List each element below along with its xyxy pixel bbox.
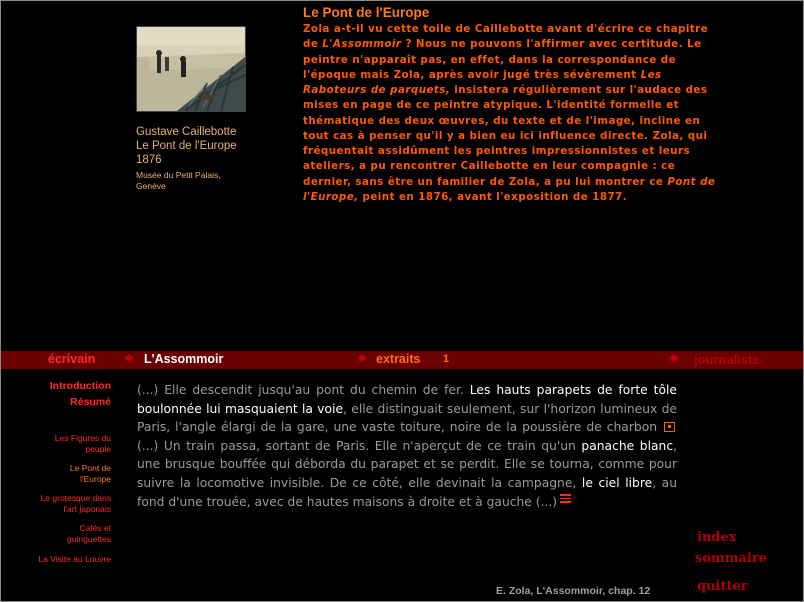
sidebar-item-figures[interactable]: [55, 433, 111, 455]
nav-journaliste[interactable]: journaliste: [694, 352, 760, 367]
painting-museum-line1: Musée du Petit Palais,: [136, 170, 221, 180]
excerpt-highlight[interactable]: le ciel libre: [581, 475, 653, 490]
commentary-title: Le Pont de l'Europe: [303, 5, 430, 20]
bullet-icon: [125, 354, 133, 362]
sidebar-item-label: peuple: [85, 444, 111, 454]
excerpt-part: (...) Elle descendit jusqu'au pont du chemin de fer.: [137, 383, 470, 397]
sidebar-item-label: Cafés et: [79, 523, 111, 533]
excerpt-part: , elle distinguait seulement, sur l'horizon lumineux de Paris, l'angle élargi de la gare, une vaste toiture, noire de la poussière de charbon: [137, 401, 677, 435]
menu-icon[interactable]: [560, 492, 571, 505]
sidebar-item-label: Les Figures du: [54, 433, 111, 443]
painting-title: Le Pont de l'Europe: [136, 140, 237, 152]
source-citation: E. Zola, L'Assommoir, chap. 12: [496, 585, 651, 597]
nav-quitter[interactable]: quitter: [697, 579, 748, 594]
nav-index[interactable]: index: [697, 530, 737, 545]
nav-assommoir[interactable]: L'Assommoir: [144, 352, 224, 366]
sidebar-item-grotesque[interactable]: [41, 493, 111, 515]
commentary-part: peint en 1876, avant l'exposition de 1877.: [358, 190, 628, 203]
commentary-italic: L'Assommoir: [322, 38, 402, 51]
sidebar-introduction[interactable]: Introduction: [49, 380, 111, 392]
commentary-italic: Les Raboteurs de parquets,: [303, 68, 662, 96]
sidebar-item-pont[interactable]: [70, 463, 111, 485]
nav-extraits-number[interactable]: 1: [443, 353, 450, 365]
commentary-part: insistera régulièrement sur l'audace des mises en page de ce peintre atypique. L'identité formelle et thématique des deux œuvres, du texte et de l'image, incline en tout cas à penser qu'il y a bien eu ici influence directe. Zola, qui fréquentait assidûment les peintres impressionnistes et leurs ateliers, a pu rencontrer Caillebotte en leur compagnie : ce dernier, sans être un familier de Zola, a pu lui montrer ce: [303, 84, 708, 188]
painting-artist: Gustave Caillebotte: [136, 126, 237, 138]
note-icon[interactable]: [664, 422, 675, 432]
sidebar-item-label: guinguettes: [67, 534, 111, 544]
nav-ecrivain[interactable]: écrivain: [48, 352, 96, 366]
sidebar-resume[interactable]: Résumé: [70, 396, 111, 408]
sidebar-item-label: Le Pont de: [69, 463, 111, 473]
painting-year: 1876: [136, 154, 162, 166]
sidebar-item-cafes[interactable]: [67, 523, 111, 545]
commentary-text: [303, 22, 723, 205]
painting-caption: [136, 125, 237, 192]
sidebar-item-label: Le grotesque dans: [40, 493, 111, 503]
commentary-part: Zola a-t-il vu cette toile de Caillebotte avant d'écrire ce chapitre de: [303, 23, 709, 51]
nav-extraits[interactable]: extraits: [376, 352, 421, 366]
commentary-part: ? Nous ne pouvons l'affirmer avec certitude. Le peintre n'apparaît pas, en effet, dans la correspondance de l'époque mais Zola, après avoir jugé très sévèrement: [303, 38, 702, 81]
painting-thumbnail[interactable]: [136, 26, 246, 112]
painting-image: [137, 27, 245, 111]
excerpt-highlight[interactable]: panache blanc: [581, 438, 674, 453]
bullet-icon: [358, 354, 366, 362]
section-nav-bar: [1, 351, 803, 369]
sidebar-item-louvre[interactable]: La Visite au Louvre: [38, 554, 111, 564]
sidebar-item-label: l'Europe: [80, 474, 111, 484]
nav-sommaire[interactable]: sommaire: [695, 551, 767, 566]
excerpt-text: [137, 381, 677, 511]
sidebar-item-label: l'art japonais: [63, 504, 111, 514]
painting-museum-line2: Genève: [136, 181, 166, 191]
excerpt-highlight[interactable]: Les hauts parapets de forte tôle boulonnée lui masquaient la voie: [137, 383, 677, 416]
excerpt-part: , au fond d'une trouée, avec de hautes maisons à droite et à gauche (...): [137, 475, 677, 509]
commentary-italic: Pont de l'Europe,: [303, 175, 716, 203]
bullet-icon: [670, 354, 678, 362]
excerpt-part: (...) Un train passa, sortant de Paris. Elle n'aperçut de ce train qu'un: [137, 438, 582, 453]
excerpt-part: , une brusque bouffée qui déborda du parapet et se perdit. Elle se tourna, comme pour suivre la locomotive invisible. De ce côté, elle devinait la campagne,: [137, 438, 678, 490]
